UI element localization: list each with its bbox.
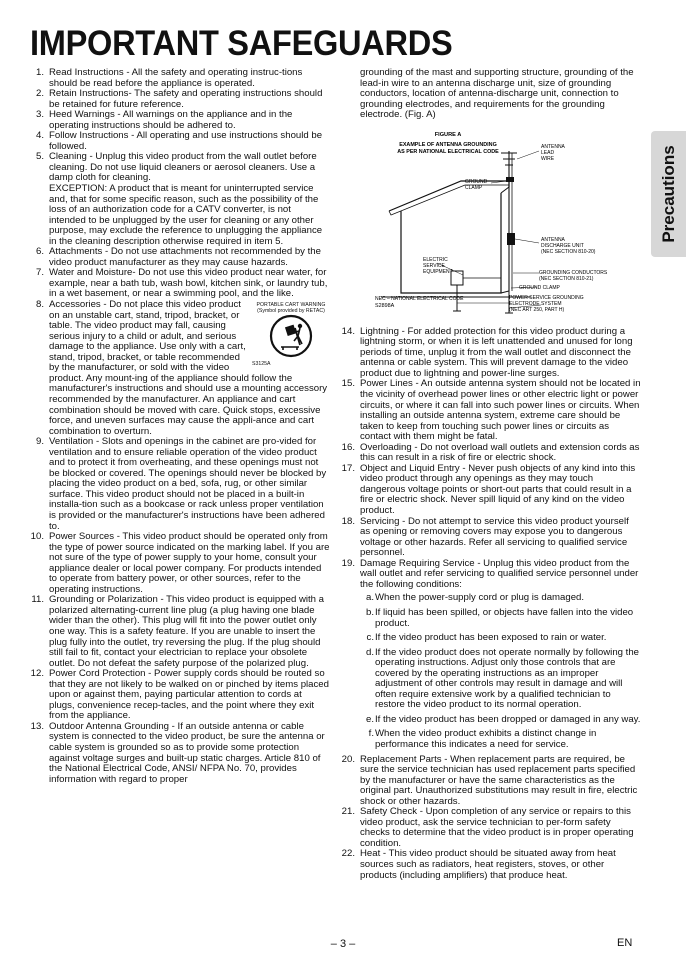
language-code: EN bbox=[617, 937, 633, 949]
precautions-side-tab bbox=[651, 131, 686, 257]
label-grounding-conductors: GROUNDING CONDUCTORS (NEC SECTION 810-21) bbox=[539, 269, 608, 282]
item-number: 5. bbox=[35, 151, 44, 163]
item-text: Heed Warnings - All warnings on the appliance and in the operating instructions should be adhered to. bbox=[49, 109, 293, 131]
item-number: 19. bbox=[341, 557, 355, 569]
sub-item-text: If the video product has been exposed to rain or water. bbox=[375, 632, 607, 644]
list-item bbox=[30, 437, 330, 532]
item-text: Power Sources - This video product should be operated only from the type of power source indicated on the marking label. If you are not sure of the type of power supply to your home, consult your appliance dealer or local power company. For products intended to operate from battery power, or other sources, refer to the operating instructions. bbox=[49, 531, 330, 595]
item-number: 2. bbox=[35, 88, 44, 100]
antenna-grounding-diagram bbox=[341, 123, 641, 327]
service-box bbox=[451, 271, 463, 285]
item-text: Cleaning - Unplug this video product from the wall outlet before cleaning. Do not use liquid cleaners or aerosol cleaners. Use a damp cloth for cleaning. bbox=[49, 151, 317, 184]
list-item bbox=[30, 110, 330, 131]
intro-paragraph bbox=[341, 68, 641, 121]
item-number: 15. bbox=[341, 378, 355, 390]
electrodes bbox=[453, 311, 513, 313]
intro-text: grounding of the mast and supporting structure, grounding of the lead-in wire to an antenna discharge unit, size of grounding conductors, location of antenna-discharge unit, connection to grounding electrodes, and requirements for the grounding electrode. (Fig. A) bbox=[360, 67, 634, 121]
item-text: Grounding or Polarization - This video product is equipped with a polarized alternating-current line plug (a plug having one blade wider than the other). This plug will fit into the power outlet only one way. This is a safety feature. If you are unable to insert the plug fully into the outlet, try reversing the plug. If the plug should still fail to fit, contact your electrician to replace your obsolete outlet. Do not defeat the safety purpose of the polarized plug. bbox=[49, 594, 325, 669]
sub-item-letter: f. bbox=[368, 728, 374, 740]
list-item bbox=[30, 247, 330, 268]
sub-item bbox=[360, 729, 641, 750]
label-ground-clamp-top: GROUND CLAMP bbox=[465, 178, 488, 191]
list-item bbox=[30, 268, 330, 300]
list-item bbox=[341, 807, 641, 849]
cart-tipover-icon bbox=[269, 314, 313, 358]
list-item bbox=[30, 669, 330, 722]
sub-item-letter: c. bbox=[366, 632, 374, 644]
item-number: 11. bbox=[31, 594, 44, 606]
exception-text: EXCEPTION: A product that is meant for uninterrupted service and, that for some specific reason, such as the possibility of the loss of an authorization code for a CATV converter, is not intended to be unplugged by the user for cleaning or any other purpose, may exclude the reference to unplugging the appliance in the cleaning description otherwise required in item 5. bbox=[49, 183, 323, 247]
item-number: 8. bbox=[35, 299, 44, 311]
item-number: 13. bbox=[30, 720, 44, 732]
label-power-service: POWER SERVICE GROUNDING ELECTRODE SYSTEM (NEC ART 250, PART H) bbox=[509, 294, 584, 313]
list-item bbox=[341, 443, 641, 464]
cart-caption: PORTABLE CART WARNING bbox=[256, 302, 326, 309]
item-text: Attachments - Do not use attachments not recommended by the video product manufacturer as they may cause hazards. bbox=[49, 246, 321, 268]
item-text: Outdoor Antenna Grounding - If an outside antenna or cable system is connected to the video product, be sure the antenna or cable system is grounded so as to provide some protection against voltage surges and built-up static charges. Article 810 of the National Electrical Code, ANSI/ NFPA No. 70, provides information with regard to proper bbox=[49, 720, 325, 785]
list-item bbox=[30, 722, 330, 785]
side-tab-label: Precautions bbox=[658, 145, 678, 243]
sub-item-text: If the video product has been dropped or damaged in any way. bbox=[375, 713, 641, 725]
sub-item-text: When the power-supply cord or plug is damaged. bbox=[375, 592, 585, 604]
item-text: Lightning - For added protection for this video product during a lightning storm, or when it is left unattended and unused for long periods of time, unplug it from the wall outlet and disconnect the antenna or cable system. This will prevent damage to the video product due to lightning and power-line surges. bbox=[360, 325, 633, 379]
discharge-unit bbox=[507, 233, 515, 245]
roof-edge bbox=[389, 185, 509, 215]
sub-item-letter: d. bbox=[365, 646, 374, 658]
sub-item-letter: a. bbox=[365, 592, 374, 604]
right-column bbox=[341, 68, 641, 881]
sub-item bbox=[360, 715, 641, 726]
item-text: Power Cord Protection - Power supply cords should be routed so that they are not likely to be walked on or pinched by items placed upon or against them, paying particular attention to cords at plugs, convenience recep-tacles, and the point where they exit from the appliance. bbox=[49, 668, 329, 722]
item-number: 14. bbox=[341, 325, 355, 337]
label-service-equipment: ELECTRIC SERVICE EQUIPMENT bbox=[423, 256, 453, 275]
item-number: 7. bbox=[35, 267, 44, 279]
sub-item-text: If liquid has been spilled, or objects have fallen into the video product. bbox=[375, 606, 634, 629]
list-item bbox=[341, 379, 641, 442]
sub-item-letter: e. bbox=[365, 713, 374, 725]
item-number: 1. bbox=[35, 67, 44, 78]
item-text: Ventilation - Slots and openings in the cabinet are pro-vided for ventilation and to ensure reliable operation of the video product and to protect it from overheating, and these openings must not be blocked or covered. The openings should never be blocked by placing the video product on a bed, sofa, rug, or other similar surface. This video product should not be placed in a built-in installa-tion such as a bookcase or rack unless proper ventilation is provided or the manufacturer's instructions have been adhered to. bbox=[49, 436, 327, 532]
figure-heading-2: AS PER NATIONAL ELECTRICAL CODE bbox=[397, 148, 499, 155]
roof-line bbox=[389, 178, 509, 211]
item-number: 17. bbox=[341, 462, 355, 474]
item-text: Accessories - Do not place this video product on an unstable cart, stand, tripod, bracket, or table. The video product may fall, causing serious injury to a child or adult, and serious damage to the appliance. Use only with a cart, stand, tripod, bracket, or table recommended by the manufacturer, or sold with the video product. Any mount-ing of the appliance should follow the manufacturer's instructions and should use a mounting accessory recommended by the manufacturer. An appliance and cart combination should be moved with care. Quick stops, excessive force, and uneven surfaces may cause the appli-ance and cart combination to overturn. bbox=[49, 299, 328, 437]
cart-warning-figure bbox=[252, 302, 330, 367]
item-number: 21. bbox=[341, 806, 355, 818]
label-discharge-unit: ANTENNA DISCHARGE UNIT (NEC SECTION 810-20) bbox=[541, 236, 596, 255]
left-column bbox=[30, 68, 330, 785]
sub-item bbox=[360, 648, 641, 711]
label-antenna-lead: ANTENNA LEAD WIRE bbox=[541, 143, 565, 162]
item-text: Heat - This video product should be situated away from heat sources such as radiators, heat registers, stoves, or other products (including amplifiers) that produce heat. bbox=[360, 848, 616, 881]
sub-item bbox=[360, 633, 641, 644]
label-ground-clamp-bottom: GROUND CLAMP bbox=[519, 284, 560, 291]
list-item bbox=[30, 152, 330, 247]
list-item bbox=[341, 327, 641, 380]
item-text: Replacement Parts - When replacement parts are required, be sure the service technician has used replacement parts specified by the manufacturer or have the same characteristics as the original part. Unauthorized substitutions may result in fire, electric shock or other hazards. bbox=[360, 753, 638, 807]
list-item bbox=[341, 755, 641, 808]
figure-heading-1: EXAMPLE OF ANTENNA GROUNDING bbox=[399, 141, 497, 148]
item-number: 10. bbox=[30, 531, 44, 543]
figure-code: S2898A bbox=[375, 302, 395, 309]
cart-code: S3125A bbox=[252, 361, 271, 368]
list-item bbox=[30, 300, 330, 437]
item-text: Object and Liquid Entry - Never push objects of any kind into this video product through any openings as they may touch dangerous voltage points or short-out parts that could result in a fire or electric shock. Never spill liquid of any kind on the video product. bbox=[360, 462, 636, 517]
item-number: 12. bbox=[30, 668, 44, 680]
list-item bbox=[341, 517, 641, 559]
item-text: Servicing - Do not attempt to service this video product yourself as opening or removing covers may expose you to dangerous voltage or other hazards. Refer all servicing to qualified service personnel. bbox=[360, 515, 629, 559]
list-item bbox=[30, 68, 330, 89]
item-text: Read Instructions - All the safety and operating instruc-tions should be read before the appliance is operated. bbox=[49, 67, 303, 89]
list-item bbox=[341, 849, 641, 881]
list-item bbox=[30, 595, 330, 669]
label-nec: NEC – NATIONAL ELECTRICAL CODE bbox=[375, 295, 464, 302]
item-text: Power Lines - An outside antenna system should not be located in the vicinity of overhead power lines or other electric light or power circuits, or where it can fall into such power lines or circuits. When installing an outside antenna system, extreme care should be taken to keep from touching such power lines or circuits as contact with them might be fatal. bbox=[360, 378, 641, 443]
page-number: – 3 – bbox=[330, 938, 356, 950]
list-item bbox=[341, 559, 641, 751]
item-number: 9. bbox=[35, 436, 44, 448]
item-number: 4. bbox=[35, 130, 44, 142]
sub-item bbox=[360, 593, 641, 604]
item-number: 22. bbox=[341, 848, 355, 860]
item-number: 3. bbox=[35, 109, 44, 121]
item-text: Follow Instructions - All operating and use instructions should be followed. bbox=[49, 130, 323, 152]
page-title: IMPORTANT SAFEGUARDS bbox=[30, 24, 453, 63]
list-item bbox=[30, 532, 330, 595]
sub-item-text: If the video product does not operate normally by following the operating instructions. Adjust only those controls that are covered by the operating instructions as an improper adjustment of other controls may result in damage and will often require extensive work by a qualified technician to restore the video product to its normal operation. bbox=[375, 646, 639, 711]
item-text: Safety Check - Upon completion of any service or repairs to this video product, ask the service technician to per-form safety checks to determine that the video product is in proper operating condition. bbox=[360, 806, 634, 849]
item-text: Retain Instructions- The safety and operating instructions should be retained for future reference. bbox=[49, 88, 323, 110]
list-item bbox=[30, 131, 330, 152]
item-text: Damage Requiring Service - Unplug this video product from the wall outlet and refer servicing to qualified service personnel under the following conditions: bbox=[360, 557, 639, 590]
sub-item-letter: b. bbox=[365, 606, 374, 618]
ground-clamp-top bbox=[506, 177, 514, 182]
item-number: 18. bbox=[341, 515, 355, 527]
item-text: Water and Moisture- Do not use this video product near water, for example, near a bath tub, wash bowl, kitchen sink, or laundry tub, in a wet basement, or near a swimming pool, and the like. bbox=[49, 267, 328, 300]
item-text: Overloading - Do not overload wall outlets and extension cords as this can result in a risk of fire or electric shock. bbox=[360, 441, 640, 464]
list-item bbox=[30, 89, 330, 110]
item-number: 16. bbox=[341, 441, 355, 453]
sub-item-text: When the video product exhibits a distinct change in performance this indicates a need for service. bbox=[375, 728, 597, 750]
cart-subcaption: (Symbol provided by RETAC) bbox=[257, 308, 325, 315]
sub-item bbox=[360, 608, 641, 629]
figure-label: FIGURE A bbox=[434, 131, 462, 138]
list-item bbox=[341, 464, 641, 517]
item-number: 6. bbox=[35, 246, 44, 258]
figure-a bbox=[341, 123, 641, 327]
item-number: 20. bbox=[341, 753, 355, 765]
